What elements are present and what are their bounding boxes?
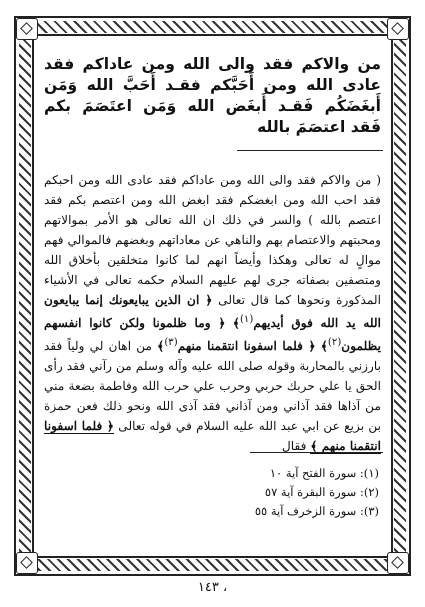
corner-ornament-icon [16, 18, 38, 40]
quran-quote: ﴿ فلما اسفونا انتقمنا منهم ﴾ [44, 419, 381, 454]
footnote-item: (٢): سورة البقرة آية ٥٧ [264, 485, 379, 499]
quote-bracket: ﴾ [157, 339, 165, 354]
quran-quote: ﴿ وما ظلمونا ولكن كانوا انفسهم يظلمون [44, 316, 382, 354]
corner-ornament-icon [16, 552, 38, 574]
page-number: ، ١٤٣ [197, 580, 228, 595]
footnote-divider [250, 452, 383, 453]
footnote-item: (٣): سورة الزخرف آية ٥٥ [254, 504, 379, 518]
footnote-marker[interactable]: (١) [239, 314, 254, 325]
commentary-text [44, 170, 381, 456]
quote-bracket: ﴾ [320, 339, 328, 354]
quote-bracket: ﴾ [232, 316, 240, 331]
page-content [42, 44, 383, 549]
footnote-item: (١): سورة الفتح آية ١٠ [269, 466, 379, 480]
corner-ornament-icon [387, 552, 409, 574]
quoted-text-block: من والاكم فقد والى الله ومن عاداكم فقد عادى الله ومن أَحَبَّكم فقـد أَحَبَّ الله وَمَن أَبغَضَكُم فَقـد أَبغَض الله وَمَن اعتَصَمَ بكم فَقد اعتصَمَ بالله [44, 55, 381, 136]
footnotes [255, 464, 379, 521]
commentary-paragraph: ( من والاكم فقد والى الله ومن عاداكم فقد عادى الله ومن احبكم فقد احب الله ومن ابغضكم فقد ابغض الله ومن اعتصم بكم فقد اعتصم بالله ) والسر في ذلك ان الله تعالى هو الأمر بموالاتهم ومحبتهم والاعتصام بهم والناهي عن معاداتهم وبغضهم فالموالي فهم موالٍ له تعالى وهكذا وأيضاً انهم لما كانوا متخلقين بأخلاق الله ومتصفين بصفاته جرى لهم عليهم السلام حكمه تعالى في الأشياء المذكورة ونحوها كما قال تعالى [44, 173, 381, 307]
section-divider [237, 150, 383, 151]
commentary-paragraph: فقال [281, 439, 307, 454]
corner-ornament-icon [387, 18, 409, 40]
commentary-paragraph: من اهان لي ولياً فقد بارزني بالمحاربة وقوله صلى الله عليه وآله وسلم من رآني فقد رأى الحق يا علي حربك حربي وحرب علي حرب الله وفاطمة بضعة مني من آذاها فقد آذاني ومن آذاني فقد آذى الله ونحو ذلك فعن حمزة بن بزيع عن ابي عبد الله عليه السلام في قوله تعالى [44, 339, 381, 434]
footnote-marker[interactable]: (٣) [164, 337, 178, 349]
quran-quote: ﴿ ان الذين يبايعونك إنما يبايعون الله يد الله فوق أيديهم [44, 293, 381, 331]
footnote-marker[interactable]: (٢) [327, 337, 342, 349]
quran-quote: ﴿ فلما اسفونا انتقمنا منهم [177, 339, 316, 354]
